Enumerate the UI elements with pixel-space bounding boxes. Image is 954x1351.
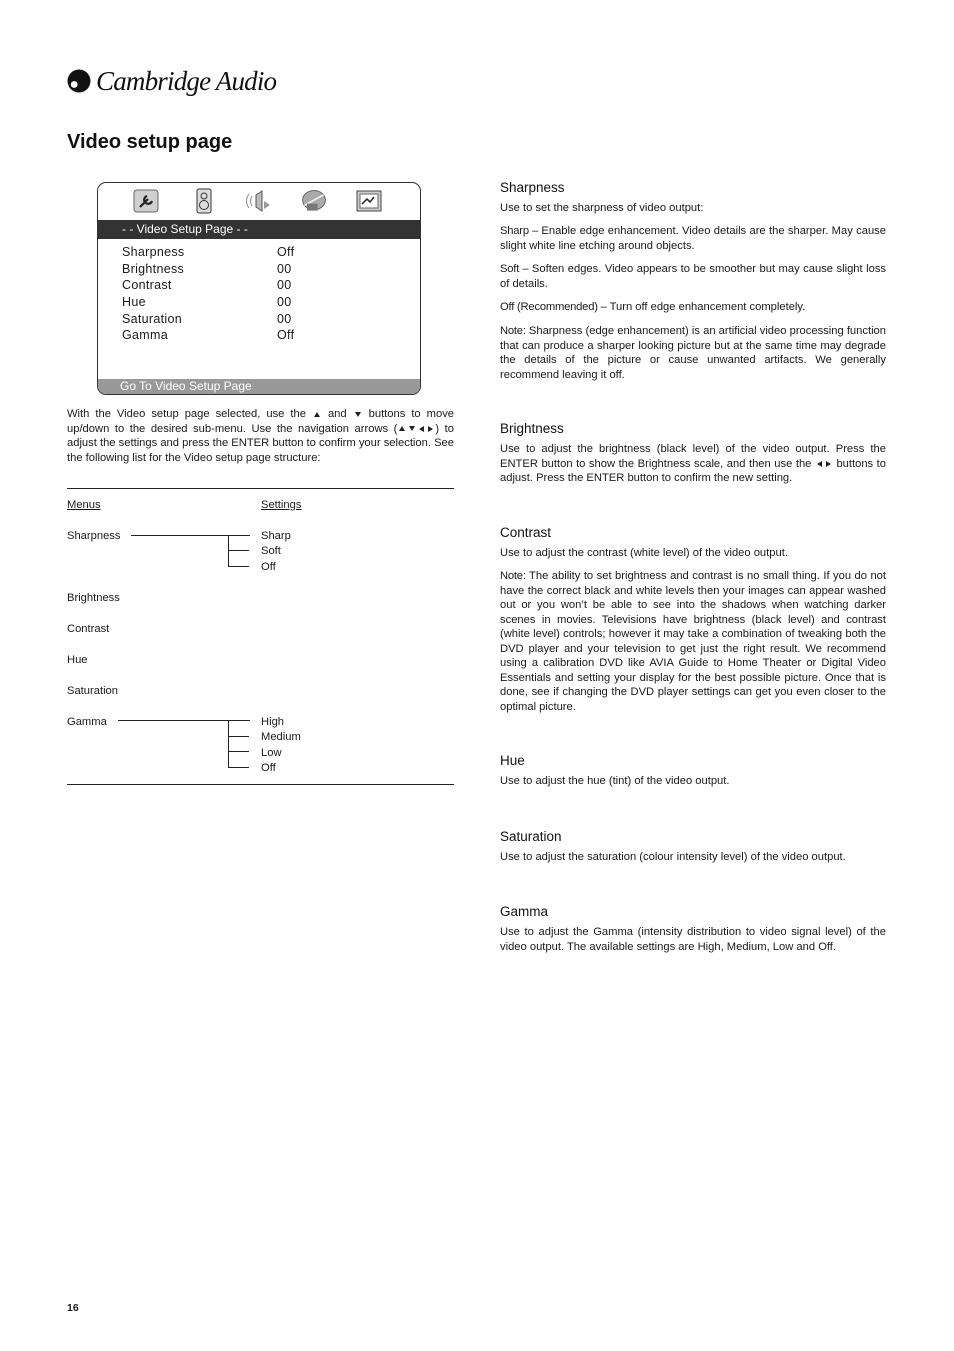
off-label: Off (Recommended) –: [500, 301, 607, 313]
tree-setting-medium: Medium: [261, 731, 301, 743]
tree-setting-off: Off: [261, 762, 276, 774]
heading-contrast: Contrast: [500, 525, 552, 540]
intro-text-1: With the Video setup page selected, use the: [67, 408, 306, 420]
contrast-intro: Use to adjust the contrast (white level) of the video output.: [500, 547, 788, 559]
tree-menu-saturation: Saturation: [67, 685, 118, 697]
right-arrow-icon: [826, 461, 831, 467]
navigation-instructions: [67, 407, 454, 465]
osd-row-gamma[interactable]: [122, 327, 294, 344]
sharpness-sharp-desc: [500, 224, 886, 253]
osd-row-contrast[interactable]: [122, 277, 294, 294]
intro-text-3: buttons to move up/down to the desired sub-menu. Use the navigation arrows (: [67, 408, 455, 435]
tree-connector: [131, 535, 250, 536]
note-label: Note:: [500, 325, 526, 337]
sharp-text: Enable edge enhancement. Video details are the sharper. May cause slight white line etching around objects.: [500, 225, 886, 252]
osd-header-bar: [98, 220, 420, 239]
tree-menu-brightness: Brightness: [67, 592, 120, 604]
osd-row-name: Sharpness: [122, 245, 185, 259]
tree-menu-hue: Hue: [67, 654, 88, 666]
osd-row-name: Contrast: [122, 278, 172, 293]
tree-bottom-rule: [67, 784, 454, 785]
cambridge-audio-logo-icon: [67, 69, 91, 93]
heading-saturation: Saturation: [500, 829, 562, 844]
heading-hue: Hue: [500, 753, 525, 768]
audio-icon: [244, 188, 272, 214]
contrast-note: [500, 569, 886, 714]
off-text: Turn off edge enhancement completely.: [609, 301, 806, 313]
osd-row-value: 00: [277, 295, 292, 310]
gamma-desc: Use to adjust the Gamma (intensity distribution to video signal level) of the video output. The available settings are High, Medium, Low and Off.: [500, 926, 886, 953]
sharp-label: Sharp –: [500, 225, 539, 237]
tree-top-rule: [67, 488, 454, 489]
settings-header: Settings: [261, 499, 302, 511]
osd-row-value: 00: [277, 311, 292, 326]
note-text: Sharpness (edge enhancement) is an artificial video processing function that can produce a sharper looking picture but at the same time may degrade the details of the picture or cause unwanted artifacts. We generally recommend leaving it off.: [500, 325, 887, 381]
soft-label: Soft –: [500, 263, 529, 275]
osd-header-label: - - Video Setup Page - -: [122, 222, 248, 236]
tree-connector: [228, 767, 249, 768]
osd-row-saturation[interactable]: [122, 311, 294, 328]
intro-text-4: ) to adjust the settings and press the ENTER button to confirm your selection. See the following list for the Video setup page structure:: [67, 422, 454, 464]
heading-gamma: Gamma: [500, 904, 549, 919]
osd-footer-label: Go To Video Setup Page: [120, 379, 252, 393]
tree-connector: [228, 720, 229, 767]
down-arrow-icon: [409, 426, 415, 431]
soft-text: Soften edges. Video appears to be smoother but may cause slight loss of details.: [500, 263, 887, 290]
tree-connector: [228, 550, 249, 551]
osd-row-hue[interactable]: [122, 294, 294, 311]
down-arrow-icon: [355, 412, 361, 417]
osd-icon-bar: [98, 183, 420, 219]
right-arrow-icon: [428, 426, 433, 432]
wrench-icon: [132, 188, 160, 214]
page-title: Video setup page: [67, 131, 233, 153]
speaker-icon: [190, 188, 218, 214]
tree-connector: [228, 751, 249, 752]
osd-row-value: 00: [277, 261, 292, 276]
video-disc-icon: [300, 188, 328, 214]
osd-menu-list: [122, 244, 294, 344]
tree-setting-high: High: [261, 716, 285, 728]
up-arrow-icon: [399, 426, 405, 431]
heading-sharpness: Sharpness: [500, 180, 565, 195]
osd-row-name: Brightness: [122, 261, 185, 276]
tree-connector: [228, 736, 249, 737]
heading-brightness: Brightness: [500, 421, 564, 436]
osd-screen: [97, 182, 421, 395]
sharpness-intro: Use to set the sharpness of video output:: [500, 202, 704, 214]
osd-row-value: 00: [277, 278, 292, 293]
osd-row-sharpness[interactable]: [122, 244, 294, 261]
note-label: Note:: [500, 570, 526, 582]
osd-row-brightness[interactable]: [122, 261, 294, 278]
tree-connector: [118, 720, 250, 721]
tree-setting-soft: Soft: [261, 545, 281, 557]
tree-menu-sharpness: Sharpness: [67, 530, 121, 542]
brightness-text-b: buttons to adjust. Press the ENTER button to confirm the new setting.: [500, 457, 887, 484]
tree-setting-low: Low: [261, 747, 282, 759]
sharpness-off-desc: [500, 300, 886, 315]
tree-menu-contrast: Contrast: [67, 623, 110, 635]
osd-footer-bar: [98, 379, 420, 394]
tree-menu-gamma: Gamma: [67, 716, 107, 728]
osd-row-value: Off: [277, 328, 295, 343]
up-arrow-icon: [314, 412, 320, 417]
tree-connector: [228, 566, 249, 567]
brand-logo: [67, 66, 276, 96]
osd-row-name: Gamma: [122, 328, 168, 343]
hue-desc: Use to adjust the hue (tint) of the video output.: [500, 775, 730, 787]
note-text: The ability to set brightness and contrast is no small thing. If you do not have the correct black and white levels then your images can appear washed out or you won’t be able to see into the shadows when watching darker scenes in movies. Televisions have brightness (black level) and contrast (white level) controls; however it may take a combination of tweaking both the DVD player and your television to get just the right result. We recommend using a calibration DVD like AVIA Guide to Home Theater or Digital Video Essentials and setting your display for the best possible picture. Once that is done, see if changing the DVD player settings can get you even closer to the optimal picture.: [500, 570, 886, 713]
osd-row-name: Saturation: [122, 311, 182, 326]
osd-row-name: Hue: [122, 295, 146, 310]
osd-row-value: Off: [277, 245, 295, 259]
brightness-text-a: Use to adjust the brightness (black level) of the video output. Press the ENTER button to show the Brightness scale, and then use the: [500, 443, 886, 470]
intro-text-2: and: [327, 408, 347, 420]
sharpness-soft-desc: [500, 262, 886, 291]
brightness-desc: [500, 442, 886, 486]
logo-text: Cambridge Audio: [96, 65, 277, 96]
sharpness-note: [500, 324, 886, 382]
tree-setting-sharp: Sharp: [261, 530, 291, 542]
menus-header: Menus: [67, 499, 101, 511]
left-arrow-icon: [419, 426, 424, 432]
page-number: 16: [67, 1302, 79, 1314]
tree-setting-off: Off: [261, 561, 276, 573]
saturation-desc: Use to adjust the saturation (colour intensity level) of the video output.: [500, 851, 846, 863]
picture-icon: [355, 188, 383, 214]
left-arrow-icon: [817, 461, 822, 467]
